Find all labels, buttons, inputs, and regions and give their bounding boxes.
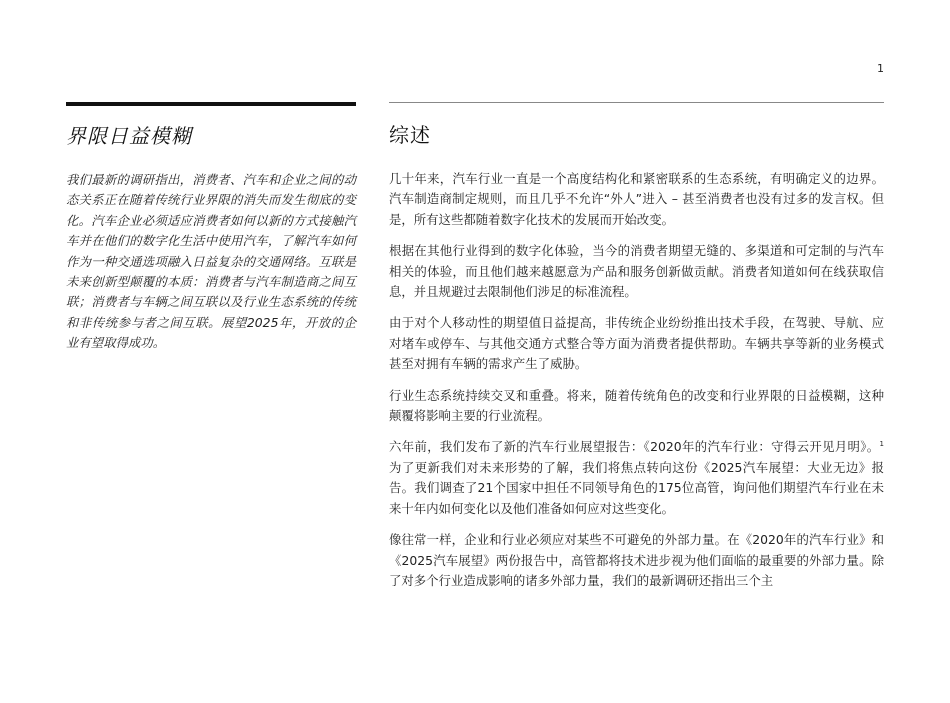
paragraph-3: 由于对个人移动性的期望值日益提高，非传统企业纷纷推出技术手段，在驾驶、导航、应对堵车或停车、与其他交通方式整合等方面为消费者提供帮助。车辆共享等新的业务模式甚至对拥有车辆的需求产生了威胁。 [389,315,884,372]
main-content [389,102,884,602]
section-title: 综述 [389,123,431,147]
main-top-rule [389,102,884,103]
sidebar-top-rule [66,102,356,106]
sidebar-title: 界限日益模糊 [66,124,192,148]
paragraph-4: 行业生态系统持续交叉和重叠。将来，随着传统角色的改变和行业界限的日益模糊，这种颠覆将影响主要的行业流程。 [389,387,884,424]
body-text [389,169,884,591]
paragraph-1: 几十年来，汽车行业一直是一个高度结构化和紧密联系的生态系统，有明确定义的边界。汽车制造商制定规则，而且几乎不允许“外人”进入 – 甚至消费者也没有过多的发言权。但是，所有这些都随着数字化技术的发展而开始改变。 [389,171,884,227]
sidebar-intro: 我们最新的调研指出，消费者、汽车和企业之间的动态关系正在随着传统行业界限的消失而发生彻底的变化。汽车企业必须适应消费者如何以新的方式接触汽车并在他们的数字化生活中使用汽车，了解汽车如何作为一种交通选项融入日益复杂的交通网络。互联是未来创新型颠覆的本质：消费者与汽车制造商之间互联；消费者与车辆之间互联以及行业生态系统的传统和非传统参与者之间互联。展望2025年，开放的企业有望取得成功。 [66,172,356,351]
paragraph-5-text-b: 为了更新我们对未来形势的了解，我们将焦点转向这份《2025汽车展望：大业无边》报告。我们调查了21个国家中担任不同领导角色的175位高管，询问他们期望汽车行业在未来十年内如何变化以及他们准备如何应对这些变化。 [389,459,884,516]
paragraph-6: 像往常一样，企业和行业必须应对某些不可避免的外部力量。在《2020年的汽车行业》和《2025汽车展望》两份报告中，高管都将技术进步视为他们面临的最重要的外部力量。除了对多个行业造成影响的诸多外部力量，我们的最新调研还指出三个主 [389,532,884,588]
sidebar [66,102,356,354]
footnote-marker: 1 [879,440,884,449]
page-number: 1 [877,62,884,75]
paragraph-5 [389,437,884,519]
paragraph-5-text-a: 六年前，我们发布了新的汽车行业展望报告：《2020年的汽车行业：守得云开见月明》。 [389,439,880,455]
paragraph-2: 根据在其他行业得到的数字化体验，当今的消费者期望无缝的、多渠道和可定制的与汽车相关的体验，而且他们越来越愿意为产品和服务创新做贡献。消费者知道如何在线获取信息，并且规避过去限制他们涉足的标准流程。 [389,243,884,300]
